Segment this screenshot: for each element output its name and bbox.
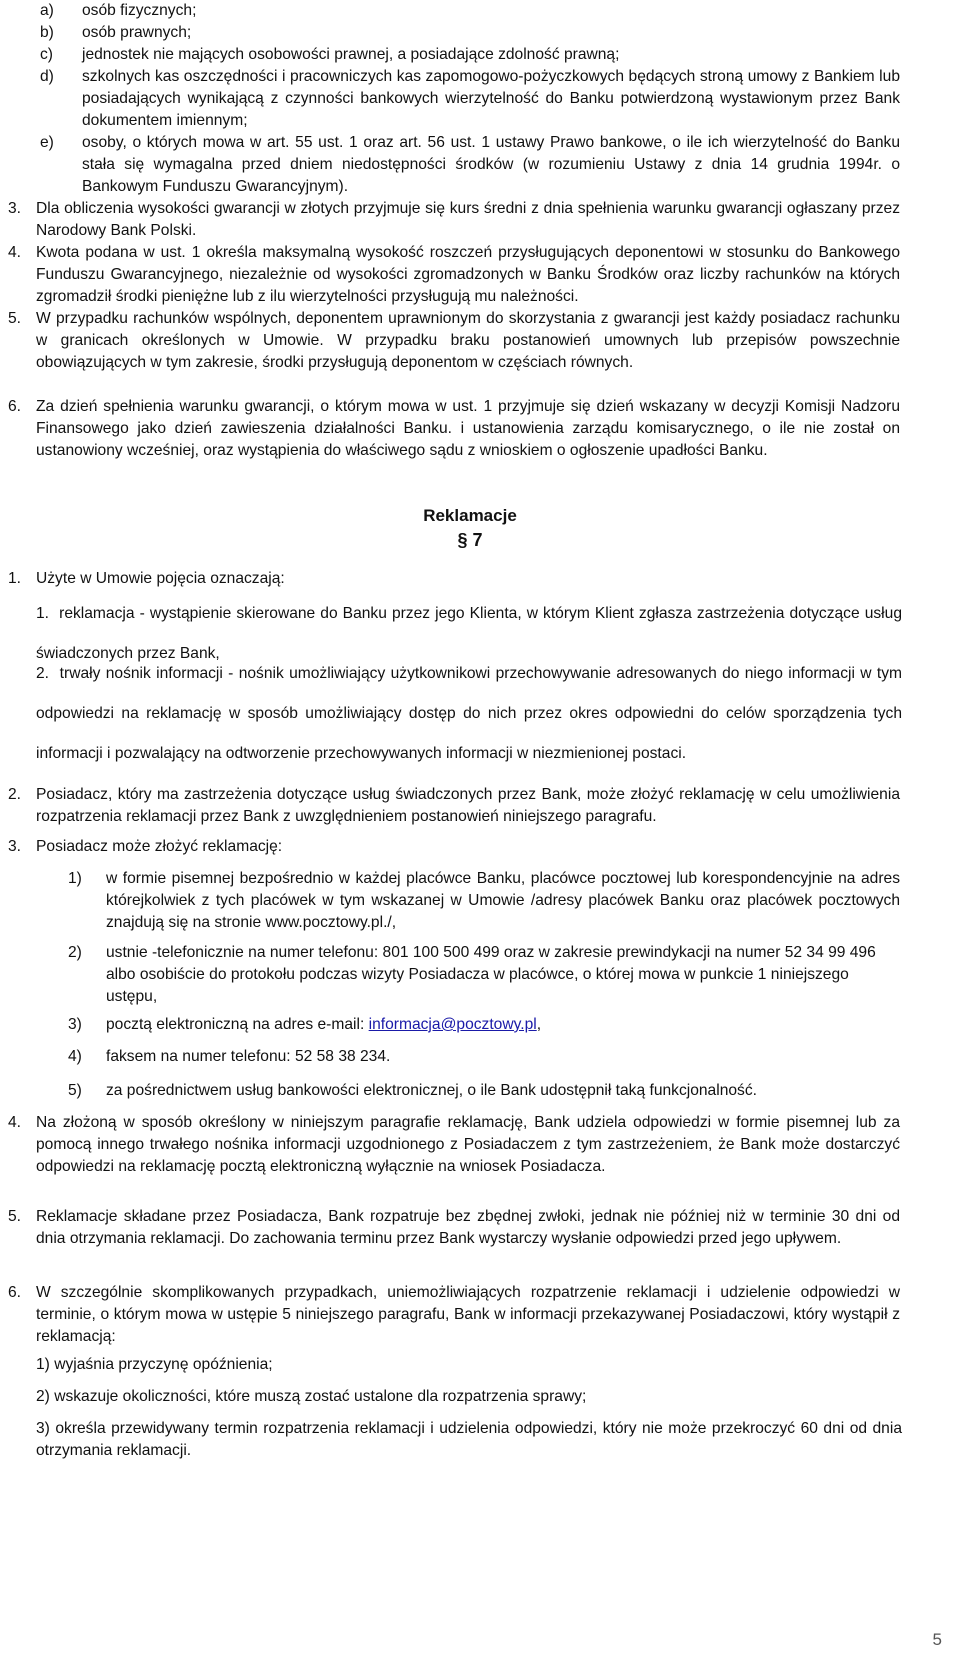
definition-text: reklamacja - wystąpienie skierowane do Banku przez jego Klienta, w którym Klient zgłasza zastrzeżenia dotyczące usług świadczonych przez Bank,: [36, 605, 902, 662]
page-number: 5: [932, 1630, 942, 1649]
paragraph-number: 1.: [8, 570, 22, 587]
paragraph-text: Kwota podana w ust. 1 określa maksymalną wysokość roszczeń przysługujących deponentowi w stosunku do Bankowego Funduszu Gwarancyjnego, niezależnie od wysokości zgromadzonych w Banku Środków oraz liczby rachunków na których zgromadził środki pieniężne lub z ilu wierzytelności przysługują mu należności.: [36, 244, 900, 305]
paragraph-text: Na złożoną w sposób określony w niniejszym paragrafie reklamację, Bank udziela odpowiedzi w formie pisemnej lub za pomocą innego trwałego nośnika informacji uzgodnionego z Posiadaczem z tym zastrzeżeniem, że Bank może dostarczyć odpowiedzi na reklamację pocztą elektroniczną wyłącznie na wniosek Posiadacza.: [36, 1114, 900, 1175]
sub-item-text: 2) wskazuje okoliczności, które muszą zostać ustalone dla rozpatrzenia sprawy;: [36, 1388, 587, 1405]
paragraph-text: Użyte w Umowie pojęcia oznaczają:: [36, 570, 285, 587]
paragraph-text: Reklamacje składane przez Posiadacza, Bank rozpatruje bez zbędnej zwłoki, jednak nie później niż w terminie 30 dni od dnia otrzymania reklamacji. Do zachowania terminu przez Bank wystarczy wysłanie odpowiedzi przed jego upływem.: [36, 1208, 900, 1247]
numbered-paragraph: [8, 1112, 900, 1178]
email-link[interactable]: informacja@pocztowy.pl: [368, 1016, 537, 1033]
list-item-text: osób fizycznych;: [82, 2, 197, 19]
paragraph-number: 6.: [8, 398, 22, 415]
list-item: [68, 1046, 900, 1068]
numbered-paragraph: [8, 198, 900, 242]
list-item: [40, 44, 900, 66]
list-item-label: 1): [68, 870, 82, 887]
list-item-text: za pośrednictwem usług bankowości elektronicznej, o ile Bank udostępnił taką funkcjonalność.: [106, 1082, 757, 1099]
section-paragraph-sign: § 7: [457, 530, 483, 550]
paragraph-text: Posiadacz, który ma zastrzeżenia dotyczące usług świadczonych przez Bank, może złożyć reklamację w celu umożliwienia rozpatrzenia reklamacji przez Bank z uwzględnieniem postanowień niniejszego paragrafu.: [36, 786, 900, 825]
list-item: [40, 66, 900, 132]
list-item-text: osoby, o których mowa w art. 55 ust. 1 oraz art. 56 ust. 1 ustawy Prawo bankowe, o ile ich wierzytelność do Banku stała się wymagalna przed dniem niedostępności środków (w rozumieniu Ustawy z dnia 14 grudnia 1994r. o Bankowym Funduszu Gwarancyjnym).: [82, 134, 900, 195]
definition-item: [36, 654, 902, 774]
list-item: [40, 22, 900, 44]
list-item: [68, 942, 900, 1008]
list-item: [68, 1080, 900, 1102]
section-title: Reklamacje: [423, 506, 517, 525]
paragraph-number: 4.: [8, 244, 22, 261]
list-item-text: ustnie -telefonicznie na numer telefonu: 801 100 500 499 oraz w zakresie prewindykacji na numer 52 34 99 496 albo osobiście do protokołu podczas wizyty Posiadacza w placówce, o której mowa w punkcie 1 niniejszego ustępu,: [106, 944, 876, 1005]
paragraph-number: 3.: [8, 838, 22, 855]
list-item-label: 3): [68, 1016, 82, 1033]
paragraph-number: 5.: [8, 310, 22, 327]
numbered-paragraph: [8, 568, 900, 590]
numbered-paragraph: [8, 1282, 900, 1348]
sub-item: [36, 1354, 902, 1376]
list-item-text: w formie pisemnej bezpośrednio w każdej placówce Banku, placówce pocztowej lub korespondencyjnie na adres którejkolwiek z tych placówek w tym wskazanej w Umowie /adresy placówek Banku oraz placówek pocztowych znajdują się na stronie www.pocztowy.pl./,: [106, 870, 900, 931]
list-item-label: e): [40, 134, 54, 151]
list-item: [40, 0, 900, 22]
list-item-text: pocztą elektroniczną na adres e-mail:: [106, 1016, 369, 1033]
paragraph-number: 5.: [8, 1208, 22, 1225]
paragraph-text: Za dzień spełnienia warunku gwarancji, o którym mowa w ust. 1 przyjmuje się dzień wskazany w decyzji Komisji Nadzoru Finansowego jako dzień zawieszenia działalności Banku. i ustanowienia zarządu komisarycznego, o ile nie został on ustanowiony wcześniej, oraz wystąpienia do właściwego sądu z wnioskiem o ogłoszenie upadłości Banku.: [36, 398, 900, 459]
list-item-label: 2): [68, 944, 82, 961]
list-item-label: 5): [68, 1082, 82, 1099]
numbered-paragraph: [8, 242, 900, 308]
sub-item: [36, 1418, 902, 1462]
definition-text: trwały nośnik informacji - nośnik umożliwiający użytkownikowi przechowywanie adresowanych do niego informacji w tym odpowiedzi na reklamację w sposób umożliwiający dostęp do nich przez okres odpowiedni do celów sporządzenia tych informacji i pozwalający na odtworzenie przechowywanych informacji w niezmienionej postaci.: [36, 665, 902, 762]
paragraph-text: Posiadacz może złożyć reklamację:: [36, 838, 283, 855]
list-item-text-suffix: ,: [536, 1016, 542, 1033]
list-item-text: faksem na numer telefonu: 52 58 38 234.: [106, 1048, 391, 1065]
paragraph-text: W przypadku rachunków wspólnych, deponentem uprawnionym do skorzystania z gwarancji jest każdy posiadacz rachunku w granicach określonych w Umowie. W przypadku braku postanowień umownych lub przepisów powszechnie obowiązujących w tym zakresie, środki przysługują deponentom w częściach równych.: [36, 310, 900, 371]
paragraph-number: 3.: [8, 200, 22, 217]
list-item-label: c): [40, 46, 53, 63]
numbered-paragraph: [8, 836, 900, 858]
list-item: [68, 868, 900, 934]
list-item: [68, 1014, 900, 1036]
paragraph-number: 2.: [8, 786, 22, 803]
sub-item-text: 3) określa przewidywany termin rozpatrzenia reklamacji i udzielenia odpowiedzi, który nie może przekroczyć 60 dni od dnia otrzymania reklamacji.: [36, 1420, 902, 1459]
list-item-label: a): [40, 2, 54, 19]
sub-item: [36, 1386, 902, 1408]
list-item-text: osób prawnych;: [82, 24, 192, 41]
numbered-paragraph: [8, 396, 900, 462]
numbered-paragraph: [8, 784, 900, 828]
list-item: [40, 132, 900, 198]
list-item-text: szkolnych kas oszczędności i pracowniczych kas zapomogowo-pożyczkowych będących stroną umowy z Bankiem lub posiadających wynikającą z czynności bankowych wierzytelność do Banku potwierdzoną wystawionym przez Bank dokumentem imiennym;: [82, 68, 900, 129]
list-item-label: d): [40, 68, 54, 85]
paragraph-number: 6.: [8, 1284, 22, 1301]
definition-number: 1.: [36, 605, 50, 622]
paragraph-number: 4.: [8, 1114, 22, 1131]
list-item-label: b): [40, 24, 54, 41]
sub-item-text: 1) wyjaśnia przyczynę opóźnienia;: [36, 1356, 273, 1373]
paragraph-text: W szczególnie skomplikowanych przypadkach, uniemożliwiających rozpatrzenie reklamacji i udzielenie odpowiedzi w terminie, o którym mowa w ustępie 5 niniejszego paragrafu, Bank w informacji przekazywanej Posiadaczowi, który wystąpił z reklamacją:: [36, 1284, 900, 1345]
list-item-label: 4): [68, 1048, 82, 1065]
numbered-paragraph: [8, 1206, 900, 1250]
numbered-paragraph: [8, 308, 900, 374]
paragraph-text: Dla obliczenia wysokości gwarancji w złotych przyjmuje się kurs średni z dnia spełnienia warunku gwarancji ogłaszany przez Narodowy Bank Polski.: [36, 200, 900, 239]
list-item-text: jednostek nie mających osobowości prawnej, a posiadające zdolność prawną;: [82, 46, 620, 63]
definition-number: 2.: [36, 665, 50, 682]
